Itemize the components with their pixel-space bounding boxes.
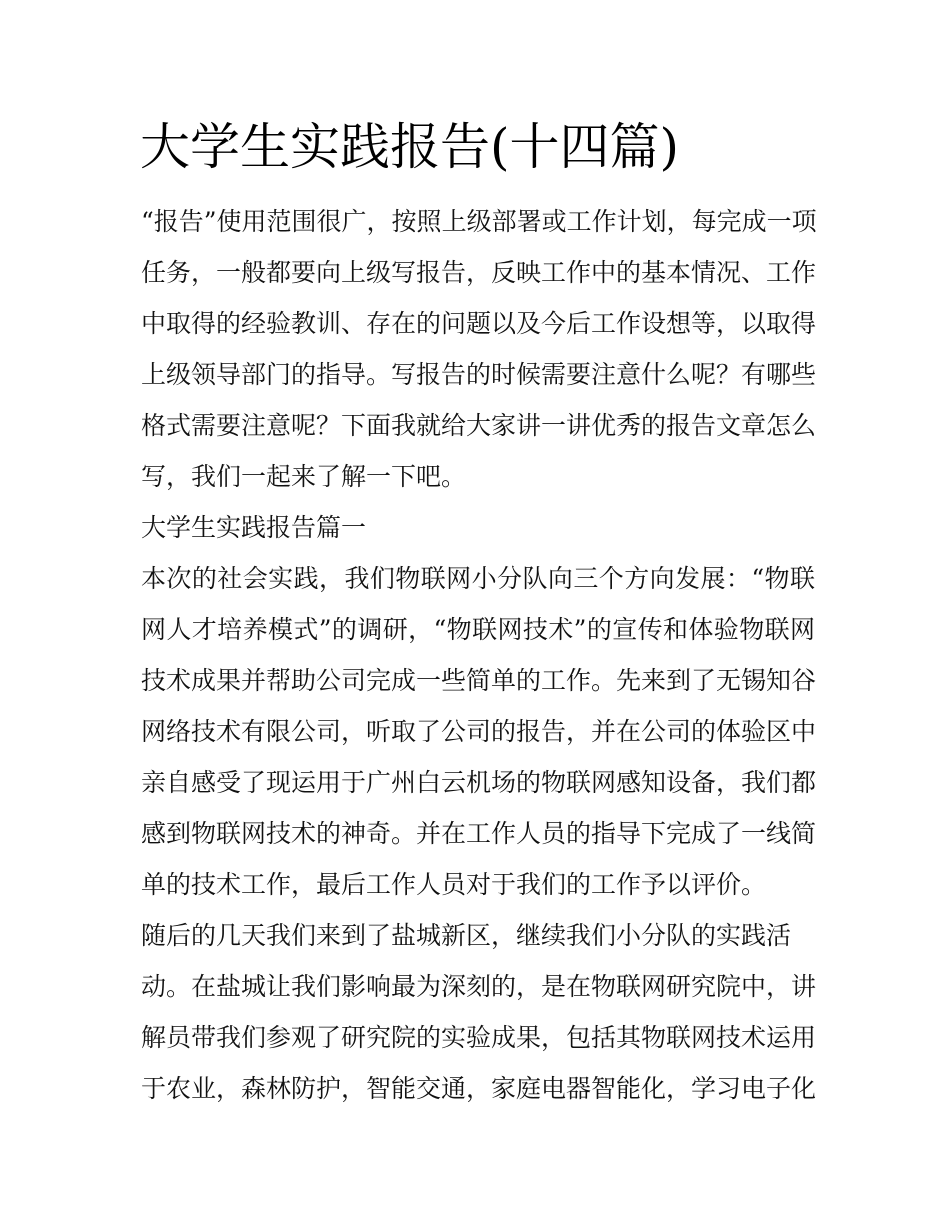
body-line: 本次的社会实践，我们物联网小分队向三个方向发展：“物联 <box>141 564 815 593</box>
body-line: 任务，一般都要向上级写报告，反映工作中的基本情况、工作 <box>141 258 817 287</box>
body-line: 感到物联网技术的神奇。并在工作人员的指导下完成了一线简 <box>141 819 817 848</box>
body-line: 单的技术工作，最后工作人员对于我们的工作予以评价。 <box>141 870 767 899</box>
body-line: 网人才培养模式”的调研，“物联网技术”的宣传和体验物联网 <box>141 615 815 644</box>
body-line: 亲自感受了现运用于广州白云机场的物联网感知设备，我们都 <box>141 768 817 797</box>
body-line: 随后的几天我们来到了盐城新区，继续我们小分队的实践活 <box>141 921 792 950</box>
body-line: 上级领导部门的指导。写报告的时候需要注意什么呢？有哪些 <box>141 360 817 389</box>
body-line: 中取得的经验教训、存在的问题以及今后工作设想等，以取得 <box>141 309 817 338</box>
body-line: 动。在盐城让我们影响最为深刻的，是在物联网研究院中，讲 <box>141 972 817 1001</box>
document-title: 大学生实践报告(十四篇) <box>140 118 680 176</box>
body-line: 解员带我们参观了研究院的实验成果，包括其物联网技术运用 <box>141 1023 817 1052</box>
document-body <box>141 196 815 1114</box>
body-line: “报告”使用范围很广，按照上级部署或工作计划，每完成一项 <box>141 207 817 236</box>
body-line: 大学生实践报告篇一 <box>141 513 367 542</box>
body-line: 网络技术有限公司，听取了公司的报告，并在公司的体验区中 <box>141 717 817 746</box>
body-line: 格式需要注意呢？下面我就给大家讲一讲优秀的报告文章怎么 <box>141 411 817 440</box>
body-line: 于农业，森林防护，智能交通，家庭电器智能化，学习电子化 <box>141 1074 817 1103</box>
body-line: 技术成果并帮助公司完成一些简单的工作。先来到了无锡知谷 <box>141 666 817 695</box>
body-line: 写，我们一起来了解一下吧。 <box>141 462 467 491</box>
